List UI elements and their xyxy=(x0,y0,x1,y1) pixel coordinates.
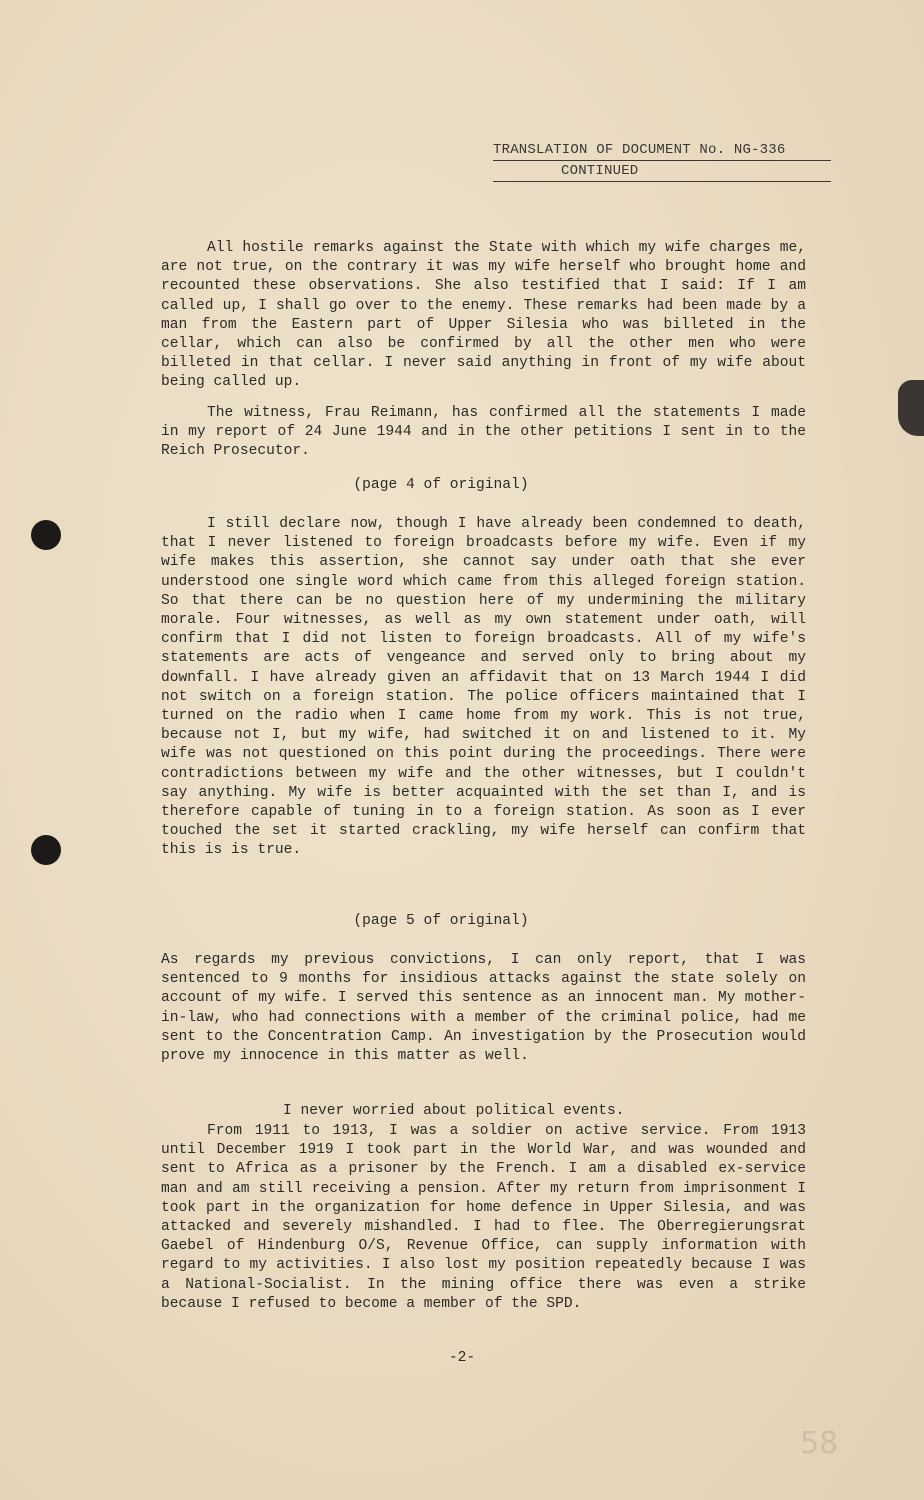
paragraph-previous-convictions: As regards my previous convictions, I can only report, that I was sentenced to 9 months for insidious attacks against the state solely on account of my wife. I served this sentence as an innocent man. My mother-in-law, who had connections with a member of the criminal police, had me sent to the Concentration Camp. An investigation by the Prosecution would prove my innocence in this matter as well. xyxy=(161,952,806,1065)
paragraph-witness: The witness, Frau Reimann, has confirmed all the statements I made in my report of 24 June 1944 and in the other petitions I sent in to the Reich Prosecutor. xyxy=(161,405,806,460)
punch-hole-bottom xyxy=(31,835,61,865)
header-continued: CONTINUED xyxy=(493,163,831,182)
page-marker-5: (page 5 of original) xyxy=(353,913,529,929)
punch-hole-top xyxy=(31,520,61,550)
paragraph-hostile-remarks: All hostile remarks against the State with which my wife charges me, are not true, on the contrary it was my wife herself who brought home and recounted these observations. She also testified that I said: If I am called up, I shall go over to the enemy. These remarks had been made by a man from the Eastern part of Upper Silesia who was billeted in the cellar, which can also be confirmed by all the other men who were billeted in that cellar. I never said anything in front of my wife about being called up. xyxy=(161,240,806,391)
paragraph-foreign-broadcasts: I still declare now, though I have already been condemned to death, that I never listened to foreign broadcasts before my wife. Even if my wife makes this assertion, she cannot say under oath that she ever understood one single word which came from this alleged foreign station. So that there can be no question here of my undermining the military morale. Four witnesses, as well as my own statement under oath, will confirm that I did not listen to foreign broadcasts. All of my wife's statements are acts of vengeance and served only to bring about my downfall. I have already given an affidavit that on 13 March 1944 I did not switch on a foreign station. The police officers maintained that I turned on the radio when I came home from my work. This is not true, because not I, but my wife, had switched it on and listened to it. My wife was not questioned on this point during the proceedings. There were contradictions between my wife and the other witnesses, but I couldn't say anything. My wife is better acquainted with the set than I, and is therefore capable of tuning in to a foreign station. As soon as I ever touched the set it started crackling, my wife herself can confirm that this is is true. xyxy=(161,516,806,859)
margin-pencil-note: 58 xyxy=(800,1426,839,1461)
page-marker-4: (page 4 of original) xyxy=(353,477,529,493)
binder-clip-mark xyxy=(898,380,924,436)
header-title: TRANSLATION OF DOCUMENT No. NG-336 xyxy=(493,142,831,161)
paragraph-political-events: I never worried about political events. xyxy=(283,1103,625,1119)
page-number: -2- xyxy=(448,1350,476,1366)
document-header xyxy=(493,142,831,182)
paragraph-military-service: From 1911 to 1913, I was a soldier on active service. From 1913 until December 1919 I took part in the World War, and was wounded and sent to Africa as a prisoner by the French. I am a disabled ex-service man and am still receiving a pension. After my return from imprisonment I took part in the organization for home defence in Upper Silesia, and was attacked and severely mishandled. I had to flee. The Oberregierungsrat Gaebel of Hindenburg O/S, Revenue Office, can supply information with regard to my activities. I also lost my position repeatedly because I was a National-Socialist. In the mining office there was even a strike because I refused to become a member of the SPD. xyxy=(161,1123,806,1312)
